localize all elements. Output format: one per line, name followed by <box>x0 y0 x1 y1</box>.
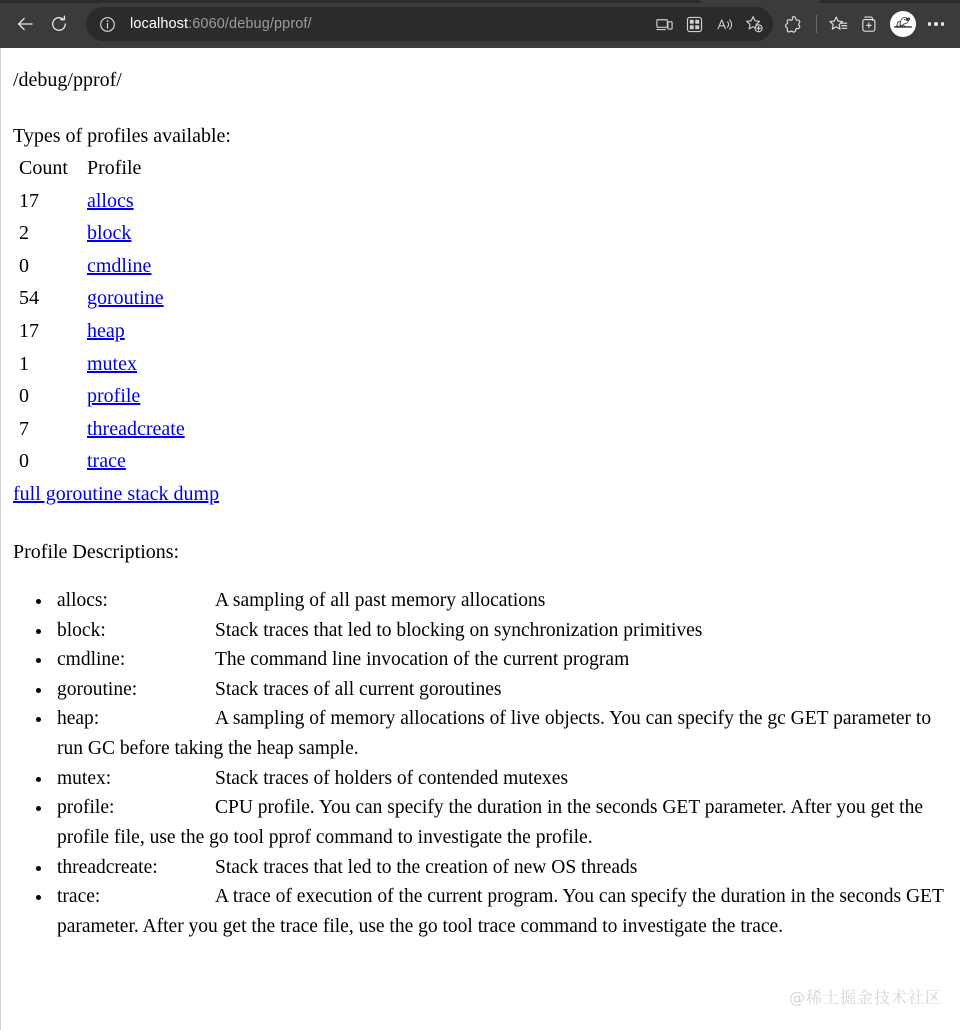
browser-toolbar <box>0 0 960 48</box>
list-item <box>53 704 948 763</box>
profile-count: 17 <box>19 189 39 212</box>
tab-strip-edge <box>0 0 960 3</box>
profile-link-profile[interactable]: profile <box>87 385 141 408</box>
collections-glyph <box>860 14 881 35</box>
list-item <box>53 853 948 883</box>
table-row <box>13 315 185 348</box>
profile-descriptions-list <box>13 586 948 942</box>
full-goroutine-stack-dump-link[interactable]: full goroutine stack dump <box>13 482 220 505</box>
profile-link-mutex[interactable]: mutex <box>87 352 137 375</box>
profile-count: 0 <box>19 385 29 408</box>
more-dots-glyph <box>928 22 945 26</box>
full-goroutine-dump-row <box>13 478 948 510</box>
list-item <box>53 616 948 646</box>
table-row <box>13 185 185 218</box>
split-screen-glyph <box>685 15 704 34</box>
snoopy-avatar-icon <box>891 12 915 36</box>
add-favorite-icon[interactable] <box>739 10 769 38</box>
profile-link-allocs[interactable]: allocs <box>87 189 134 212</box>
profile-descriptions-heading: Profile Descriptions: <box>13 540 180 563</box>
profile-name-cell <box>87 445 185 478</box>
profile-count: 7 <box>19 417 29 440</box>
description-name: threadcreate: <box>57 856 158 878</box>
column-header-profile: Profile <box>87 157 142 179</box>
star-plus-glyph <box>744 14 764 34</box>
read-aloud-glyph <box>715 15 734 34</box>
profile-name-cell <box>87 282 185 315</box>
list-item <box>53 645 948 675</box>
profile-count: 0 <box>19 450 29 473</box>
refresh-button[interactable] <box>42 7 76 41</box>
table-row <box>13 445 185 478</box>
table-row <box>13 380 185 413</box>
profile-count: 1 <box>19 352 29 375</box>
cast-device-glyph <box>655 15 674 34</box>
refresh-icon <box>49 14 69 34</box>
split-screen-icon[interactable] <box>679 10 709 38</box>
cast-device-icon[interactable] <box>649 10 679 38</box>
description-text: The command line invocation of the current program <box>215 649 630 671</box>
description-text: A sampling of all past memory allocations <box>215 589 546 611</box>
list-item <box>53 675 948 705</box>
profile-name-cell <box>87 413 185 446</box>
favorites-star-glyph <box>828 14 849 35</box>
watermark: @稀土掘金技术社区 <box>788 988 942 1007</box>
profile-name-cell <box>87 185 185 218</box>
list-item <box>53 586 948 616</box>
profile-count: 2 <box>19 222 29 245</box>
omnibox-actions <box>649 10 769 38</box>
description-text: Stack traces that led to blocking on synchronization primitives <box>215 619 703 641</box>
spacer <box>13 96 948 120</box>
browser-essentials-glyph <box>785 14 806 35</box>
back-button[interactable] <box>8 7 42 41</box>
description-name: goroutine: <box>57 678 138 700</box>
description-text: Stack traces of all current goroutines <box>215 678 502 700</box>
active-tab-nub <box>700 0 820 3</box>
browser-essentials-icon[interactable] <box>779 8 811 40</box>
description-text: CPU profile. You can specify the duration in the seconds GET parameter. After you get the profile file, use the go tool pprof command to investigate the profile. <box>57 797 923 848</box>
table-row <box>13 282 185 315</box>
profile-name-cell <box>87 250 185 283</box>
profile-link-goroutine[interactable]: goroutine <box>87 287 164 310</box>
profile-link-cmdline[interactable]: cmdline <box>87 254 152 277</box>
read-aloud-icon[interactable] <box>709 10 739 38</box>
toolbar-right-actions <box>779 8 952 40</box>
table-row <box>13 217 185 250</box>
site-info-icon[interactable] <box>94 11 120 37</box>
column-header-count: Count <box>19 157 68 179</box>
page-title: /debug/pprof/ <box>13 69 122 91</box>
table-row <box>13 413 185 446</box>
back-arrow-icon <box>15 14 35 34</box>
settings-more-icon[interactable] <box>920 8 952 40</box>
profile-link-trace[interactable]: trace <box>87 450 126 473</box>
toolbar-divider <box>816 15 817 33</box>
list-item <box>53 793 948 852</box>
profile-link-block[interactable]: block <box>87 222 132 245</box>
profile-count: 54 <box>19 287 39 310</box>
description-text: A trace of execution of the current program. You can specify the duration in the seconds GET parameter. After you get the trace file, use the go tool trace command to investigate the trace. <box>57 886 944 937</box>
page-viewport <box>0 48 960 1030</box>
description-text: Stack traces of holders of contended mutexes <box>215 767 569 789</box>
types-available-label: Types of profiles available: <box>13 125 231 147</box>
description-name: mutex: <box>57 767 112 789</box>
profile-count: 17 <box>19 319 39 342</box>
description-text: Stack traces that led to the creation of new OS threads <box>215 856 638 878</box>
profile-name-cell <box>87 315 185 348</box>
profiles-table <box>13 152 185 478</box>
address-bar[interactable] <box>86 7 773 41</box>
info-circle-icon <box>99 16 116 33</box>
table-header-row <box>13 152 185 185</box>
favorites-icon[interactable] <box>822 8 854 40</box>
description-name: heap: <box>57 708 100 730</box>
url-path: :6060/debug/pprof/ <box>188 16 312 32</box>
description-name: cmdline: <box>57 649 126 671</box>
profile-avatar[interactable] <box>890 11 916 37</box>
list-item <box>53 764 948 794</box>
profile-name-cell <box>87 380 185 413</box>
description-name: profile: <box>57 797 115 819</box>
profile-count: 0 <box>19 254 29 277</box>
url-host: localhost <box>130 16 189 32</box>
table-row <box>13 348 185 381</box>
profiles-table-body <box>13 152 185 478</box>
profile-name-cell <box>87 348 185 381</box>
description-text: A sampling of memory allocations of live objects. You can specify the gc GET parameter to run GC before taking the heap sample. <box>57 708 932 760</box>
collections-icon[interactable] <box>854 8 886 40</box>
profile-link-heap[interactable]: heap <box>87 319 125 342</box>
description-name: block: <box>57 619 106 641</box>
pprof-index-content <box>1 64 960 941</box>
description-name: trace: <box>57 886 101 908</box>
table-row <box>13 250 185 283</box>
url-text[interactable] <box>120 16 649 32</box>
profile-link-threadcreate[interactable]: threadcreate <box>87 417 185 440</box>
list-item <box>53 882 948 941</box>
profile-name-cell <box>87 217 185 250</box>
description-name: allocs: <box>57 589 108 611</box>
